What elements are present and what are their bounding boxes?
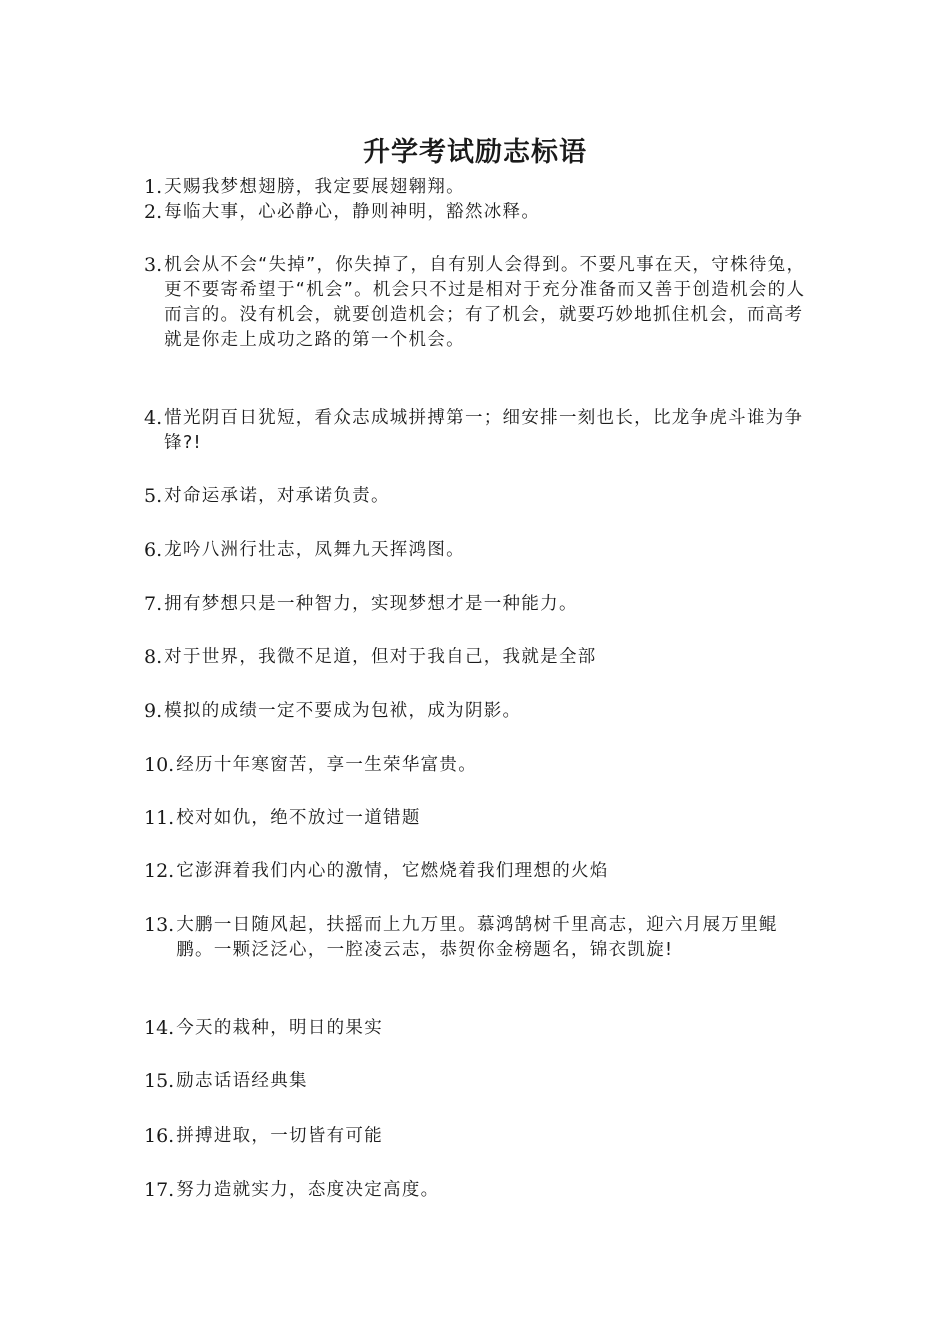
item-number: 8. [144,646,163,668]
list-item [144,200,814,225]
item-text: 努力造就实力，态度决定高度。 [176,1180,440,1200]
list-item [144,1069,814,1094]
item-number: 2. [144,201,163,223]
item-number: 11. [144,807,175,829]
item-text: 经历十年寒窗苦，享一生荣华富贵。 [176,755,478,775]
list-item [144,592,814,617]
item-text: 今天的栽种，明日的果实 [176,1018,384,1038]
item-text: 天赐我梦想翅膀，我定要展翅翱翔。 [164,177,465,197]
item-number: 14. [144,1017,175,1039]
list-item [144,175,814,200]
list-item [144,484,814,509]
item-number: 10. [144,754,175,776]
item-number: 1. [144,176,163,198]
page-title: 升学考试励志标语 [363,137,587,168]
item-number: 16. [144,1125,175,1147]
item-number: 4. [144,407,163,429]
item-text: 每临大事，心必静心，静则神明，豁然冰释。 [164,202,541,222]
list-item [144,645,814,670]
item-number: 9. [144,700,163,722]
item-text: 对命运承诺，对承诺负责。 [164,486,390,506]
list-item [144,406,814,456]
list-item [144,806,814,831]
item-number: 5. [144,485,163,507]
list-item [144,1178,814,1203]
item-number: 15. [144,1070,175,1092]
item-text: 机会从不会“失掉”，你失掉了，自有别人会得到。不要凡事在天，守株待兔，更不要寄希望于“机会”。机会只不过是相对于充分准备而又善于创造机会的人而言的。没有机会，就要创造机会；有了机会，就要巧妙地抓住机会，而高考就是你走上成功之路的第一个机会。 [164,255,806,350]
list-item [144,538,814,563]
item-text: 龙吟八洲行壮志，凤舞九天挥鸿图。 [164,540,465,560]
item-text: 拼搏进取，一切皆有可能 [176,1126,384,1146]
list-item [144,859,814,884]
item-number: 12. [144,860,175,882]
item-text: 惜光阴百日犹短，看众志成城拼搏第一；细安排一刻也长，比龙争虎斗谁为争锋?! [164,408,804,453]
item-text: 对于世界，我微不足道，但对于我自己，我就是全部 [164,647,597,667]
item-number: 6. [144,539,163,561]
list-item [144,753,814,778]
item-number: 17. [144,1179,175,1201]
list-item [144,253,814,353]
item-number: 13. [144,914,175,936]
list-item [144,1124,814,1149]
item-text: 校对如仇，绝不放过一道错题 [176,808,421,828]
item-text: 拥有梦想只是一种智力，实现梦想才是一种能力。 [164,594,578,614]
list-item [144,1016,814,1041]
item-text: 模拟的成绩一定不要成为包袱，成为阴影。 [164,701,522,721]
item-number: 3. [144,254,163,276]
item-text: 它澎湃着我们内心的激情，它燃烧着我们理想的火焰 [176,861,609,881]
item-text: 大鹏一日随风起，扶摇而上九万里。慕鸿鹄树千里高志，迎六月展万里鲲鹏。一颗泛泛心，一腔凌云志，恭贺你金榜题名，锦衣凯旋! [176,915,778,960]
list-item [144,699,814,724]
list-item [144,913,814,963]
item-text: 励志话语经典集 [176,1071,308,1091]
item-number: 7. [144,593,163,615]
